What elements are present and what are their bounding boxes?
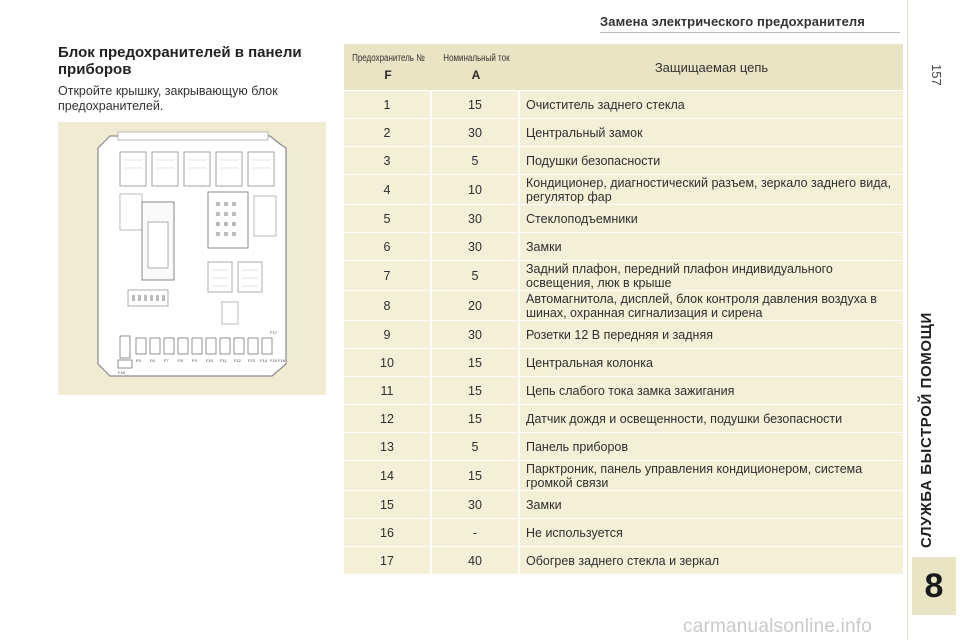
cell-fuse-number: 14 — [344, 461, 432, 490]
fuse-label-f9: F9 — [192, 358, 197, 363]
cell-circuit: Подушки безопасности — [526, 153, 661, 168]
page-header-title: Замена электрического предохранителя — [600, 14, 865, 29]
cell-fuse-number: 5 — [344, 205, 432, 232]
fuse-label-f5: F5 — [136, 358, 141, 363]
header-fuse-number — [344, 44, 432, 90]
cell-circuit: Стеклоподъемники — [526, 211, 638, 226]
fuse-label-f14: F14 — [260, 358, 267, 363]
cell-circuit: Автомагнитола, дисплей, блок контроля давления воздуха в шинах, охранная сигнализация и сирена — [526, 291, 877, 320]
header-circuit — [520, 44, 903, 90]
cell-fuse-number: 10 — [344, 349, 432, 376]
cell-rating: - — [432, 519, 520, 546]
cell-fuse-number: 2 — [344, 119, 432, 146]
relay-3 — [184, 152, 210, 186]
fuse-table-header — [344, 44, 903, 90]
table-row — [344, 204, 903, 232]
cell-fuse-number: 16 — [344, 519, 432, 546]
fuse-label-f6: F6 — [150, 358, 155, 363]
cell-rating: 15 — [432, 377, 520, 404]
page-number-text: 157 — [929, 64, 944, 86]
relay-1 — [120, 152, 146, 186]
cell-circuit: Не используется — [526, 525, 623, 540]
fuse-label-f11: F11 — [220, 358, 227, 363]
cell-fuse-number: 17 — [344, 547, 432, 574]
table-row — [344, 546, 903, 574]
chapter-number: 8 — [912, 557, 956, 615]
relay-2 — [152, 152, 178, 186]
connector-b — [238, 262, 262, 292]
cell-fuse-number: 15 — [344, 491, 432, 518]
cell-fuse-number: 9 — [344, 321, 432, 348]
cell-fuse-number: 6 — [344, 233, 432, 260]
section-text: Откройте крышку, закрывающую блок предохранителей. — [58, 84, 278, 113]
cell-circuit: Центральный замок — [526, 125, 643, 140]
table-row — [344, 348, 903, 376]
cell-rating: 15 — [432, 405, 520, 432]
cell-circuit: Обогрев заднего стекла и зеркал — [526, 553, 720, 568]
table-row — [344, 260, 903, 290]
fuse-label-f17-small: F17 — [270, 330, 277, 335]
table-row — [344, 518, 903, 546]
connector-a — [208, 262, 232, 292]
fuse-label-f13: F13 — [248, 358, 255, 363]
cell-circuit: Замки — [526, 239, 562, 254]
cell-rating: 15 — [432, 461, 520, 490]
cell-rating: 10 — [432, 175, 520, 204]
header-rating — [432, 44, 520, 90]
fuse-table — [344, 44, 903, 574]
watermark-text: carmanualsonline.info — [683, 616, 873, 637]
cell-rating: 30 — [432, 491, 520, 518]
cell-rating: 30 — [432, 119, 520, 146]
cell-rating: 30 — [432, 233, 520, 260]
table-row — [344, 432, 903, 460]
cell-fuse-number: 8 — [344, 291, 432, 320]
table-row — [344, 320, 903, 348]
cell-rating: 5 — [432, 433, 520, 460]
section-title: Блок предохранителей в панели приборов — [58, 44, 302, 78]
header-circuit-label: Защищаемая цепь — [654, 59, 769, 75]
cell-circuit: Задний плафон, передний плафон индивидуального освещения, люк в крыше — [526, 261, 833, 290]
table-row — [344, 490, 903, 518]
table-row — [344, 90, 903, 118]
housing-top-lip — [118, 132, 268, 140]
table-row — [344, 290, 903, 320]
fuse-box-diagram — [58, 122, 326, 395]
cell-fuse-number: 11 — [344, 377, 432, 404]
cell-circuit: Датчик дождя и освещенности, подушки безопасности — [526, 411, 843, 426]
cell-circuit: Розетки 12 В передняя и задняя — [526, 327, 713, 342]
cell-circuit: Очиститель заднего стекла — [526, 97, 685, 112]
cell-circuit: Парктроник, панель управления кондиционером, система громкой связи — [526, 461, 863, 490]
cell-circuit: Замки — [526, 497, 562, 512]
header-fuse-letter: F — [384, 67, 392, 82]
cell-circuit: Центральная колонка — [526, 355, 653, 370]
cell-rating: 30 — [432, 205, 520, 232]
cell-rating: 40 — [432, 547, 520, 574]
cell-rating: 15 — [432, 91, 520, 118]
fuse-label-f10: F10 — [206, 358, 213, 363]
cell-rating: 5 — [432, 147, 520, 174]
side-chapter-label-text: СЛУЖБА БЫСТРОЙ ПОМОЩИ — [918, 312, 935, 548]
cell-circuit: Цепь слабого тока замка зажигания — [526, 383, 735, 398]
fuse-label-f16-small: F16 — [118, 370, 125, 375]
cell-fuse-number: 12 — [344, 405, 432, 432]
table-row — [344, 174, 903, 204]
diagnostic-connector — [208, 192, 248, 248]
cell-circuit: Кондиционер, диагностический разъем, зеркало заднего вида, регулятор фар — [526, 175, 891, 204]
header-rating-letter: A — [471, 67, 481, 82]
cell-fuse-number: 3 — [344, 147, 432, 174]
cell-rating: 20 — [432, 291, 520, 320]
fuse-table-body — [344, 90, 903, 574]
header-divider — [600, 32, 900, 33]
side-divider — [907, 0, 908, 640]
cell-rating: 15 — [432, 349, 520, 376]
cell-rating: 5 — [432, 261, 520, 290]
header-fuse-number-label: Предохранитель № — [351, 52, 425, 64]
table-row — [344, 146, 903, 174]
fuse-label-f8: F8 — [178, 358, 183, 363]
table-row — [344, 404, 903, 432]
table-row — [344, 376, 903, 404]
cell-fuse-number: 1 — [344, 91, 432, 118]
side-chapter-label — [918, 88, 948, 548]
fuse-label-f7: F7 — [164, 358, 169, 363]
cell-fuse-number: 7 — [344, 261, 432, 290]
header-rating-label: Номинальный ток — [442, 52, 510, 64]
fuse-label-f12: F12 — [234, 358, 241, 363]
relay-5 — [248, 152, 274, 186]
cell-fuse-number: 13 — [344, 433, 432, 460]
table-row — [344, 460, 903, 490]
fuse-box-drawing — [58, 122, 326, 395]
fuse-label-f16: F16 — [278, 358, 285, 363]
component-right — [254, 196, 276, 236]
fuse-label-f15: F15 — [270, 358, 277, 363]
table-row — [344, 232, 903, 260]
cell-rating: 30 — [432, 321, 520, 348]
cell-circuit: Панель приборов — [526, 439, 629, 454]
table-row — [344, 118, 903, 146]
cell-fuse-number: 4 — [344, 175, 432, 204]
component-left — [120, 194, 142, 230]
relay-4 — [216, 152, 242, 186]
